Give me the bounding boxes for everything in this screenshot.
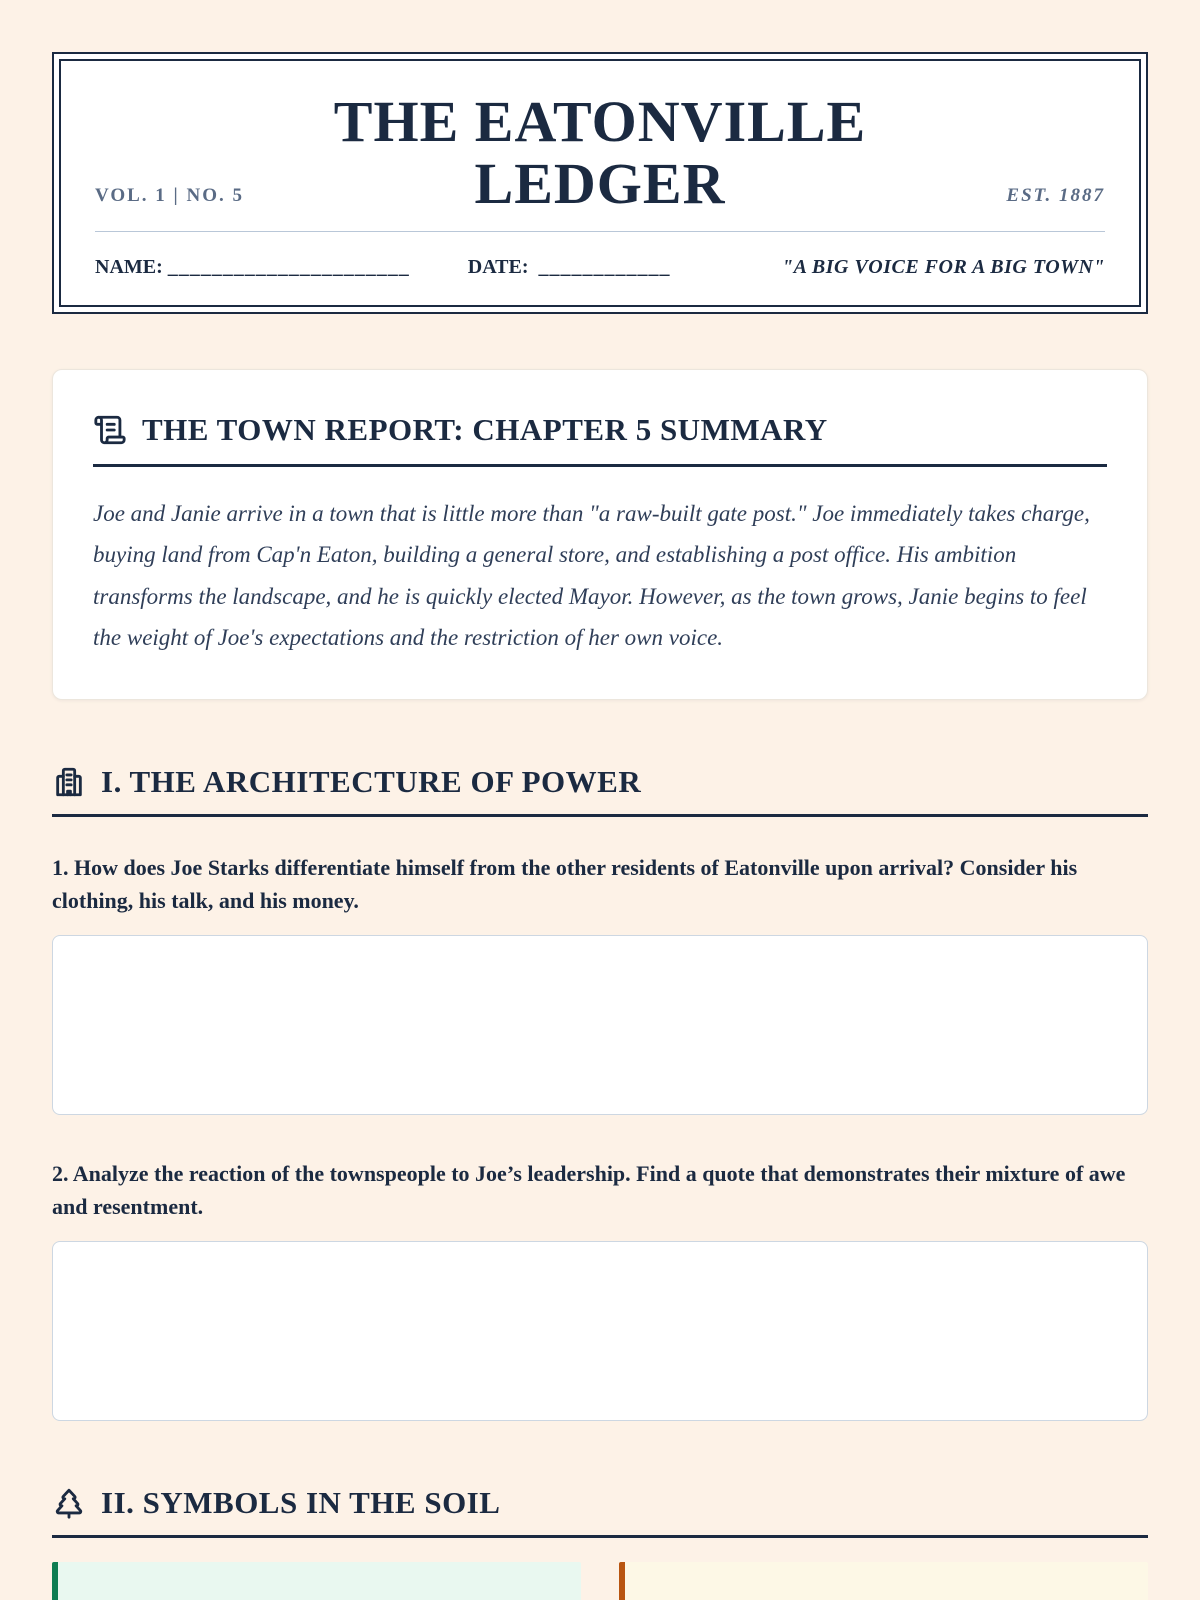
section-2-heading <box>52 1485 1148 1538</box>
symbol-cards-grid <box>52 1562 1148 1600</box>
masthead <box>52 52 1148 314</box>
question-1-text: 1. How does Joe Starks differentiate himself from the other residents of Eatonville upon arrival? Consider his clothing, his talk, and his money. <box>52 854 1078 913</box>
summary-body: Joe and Janie arrive in a town that is little more than "a raw-built gate post." Joe immediately takes charge, buying land from Cap'n Eaton, building a general store, and establishing a post office. His ambition transforms the landscape, and he is quickly elected Mayor. However, as the town grows, Janie begins to feel the weight of Joe's expectations and the restriction of her own voice. <box>93 501 1090 651</box>
chapter-summary-card <box>52 369 1148 700</box>
name-label: NAME: <box>95 256 163 279</box>
tree-pine-icon <box>52 1486 86 1520</box>
masthead-inner <box>59 59 1141 307</box>
section-symbols-in-the-soil <box>52 1485 1148 1600</box>
volume-label: VOL. 1 | NO. 5 <box>95 185 244 207</box>
masthead-divider <box>95 231 1105 232</box>
newspaper-title: THE EATONVILLE LEDGER <box>333 89 867 217</box>
date-label: DATE: <box>467 256 529 279</box>
answer-box-2[interactable] <box>52 1241 1148 1421</box>
section-1-heading <box>52 764 1148 817</box>
newspaper-motto: "A BIG VOICE FOR A BIG TOWN" <box>782 256 1105 279</box>
name-blank-line: ______________________ <box>167 256 410 279</box>
summary-heading <box>93 412 1107 467</box>
symbol-card-2 <box>619 1562 1148 1600</box>
date-blank-line: ____________ <box>538 256 671 279</box>
scroll-text-icon <box>93 413 127 447</box>
symbol-card-1 <box>52 1562 581 1600</box>
established-label: EST. 1887 <box>1006 185 1105 207</box>
answer-box-1[interactable] <box>52 935 1148 1115</box>
summary-title: THE TOWN REPORT: CHAPTER 5 SUMMARY <box>142 412 828 448</box>
section-1-title: I. THE ARCHITECTURE OF POWER <box>101 763 642 799</box>
question-2-text: 2. Analyze the reaction of the townspeople to Joe’s leadership. Find a quote that demonstrates their mixture of awe and resentment. <box>52 1160 1126 1219</box>
section-2-title: II. SYMBOLS IN THE SOIL <box>101 1484 501 1520</box>
section-architecture-of-power <box>52 764 1148 1421</box>
building-icon <box>52 765 86 799</box>
